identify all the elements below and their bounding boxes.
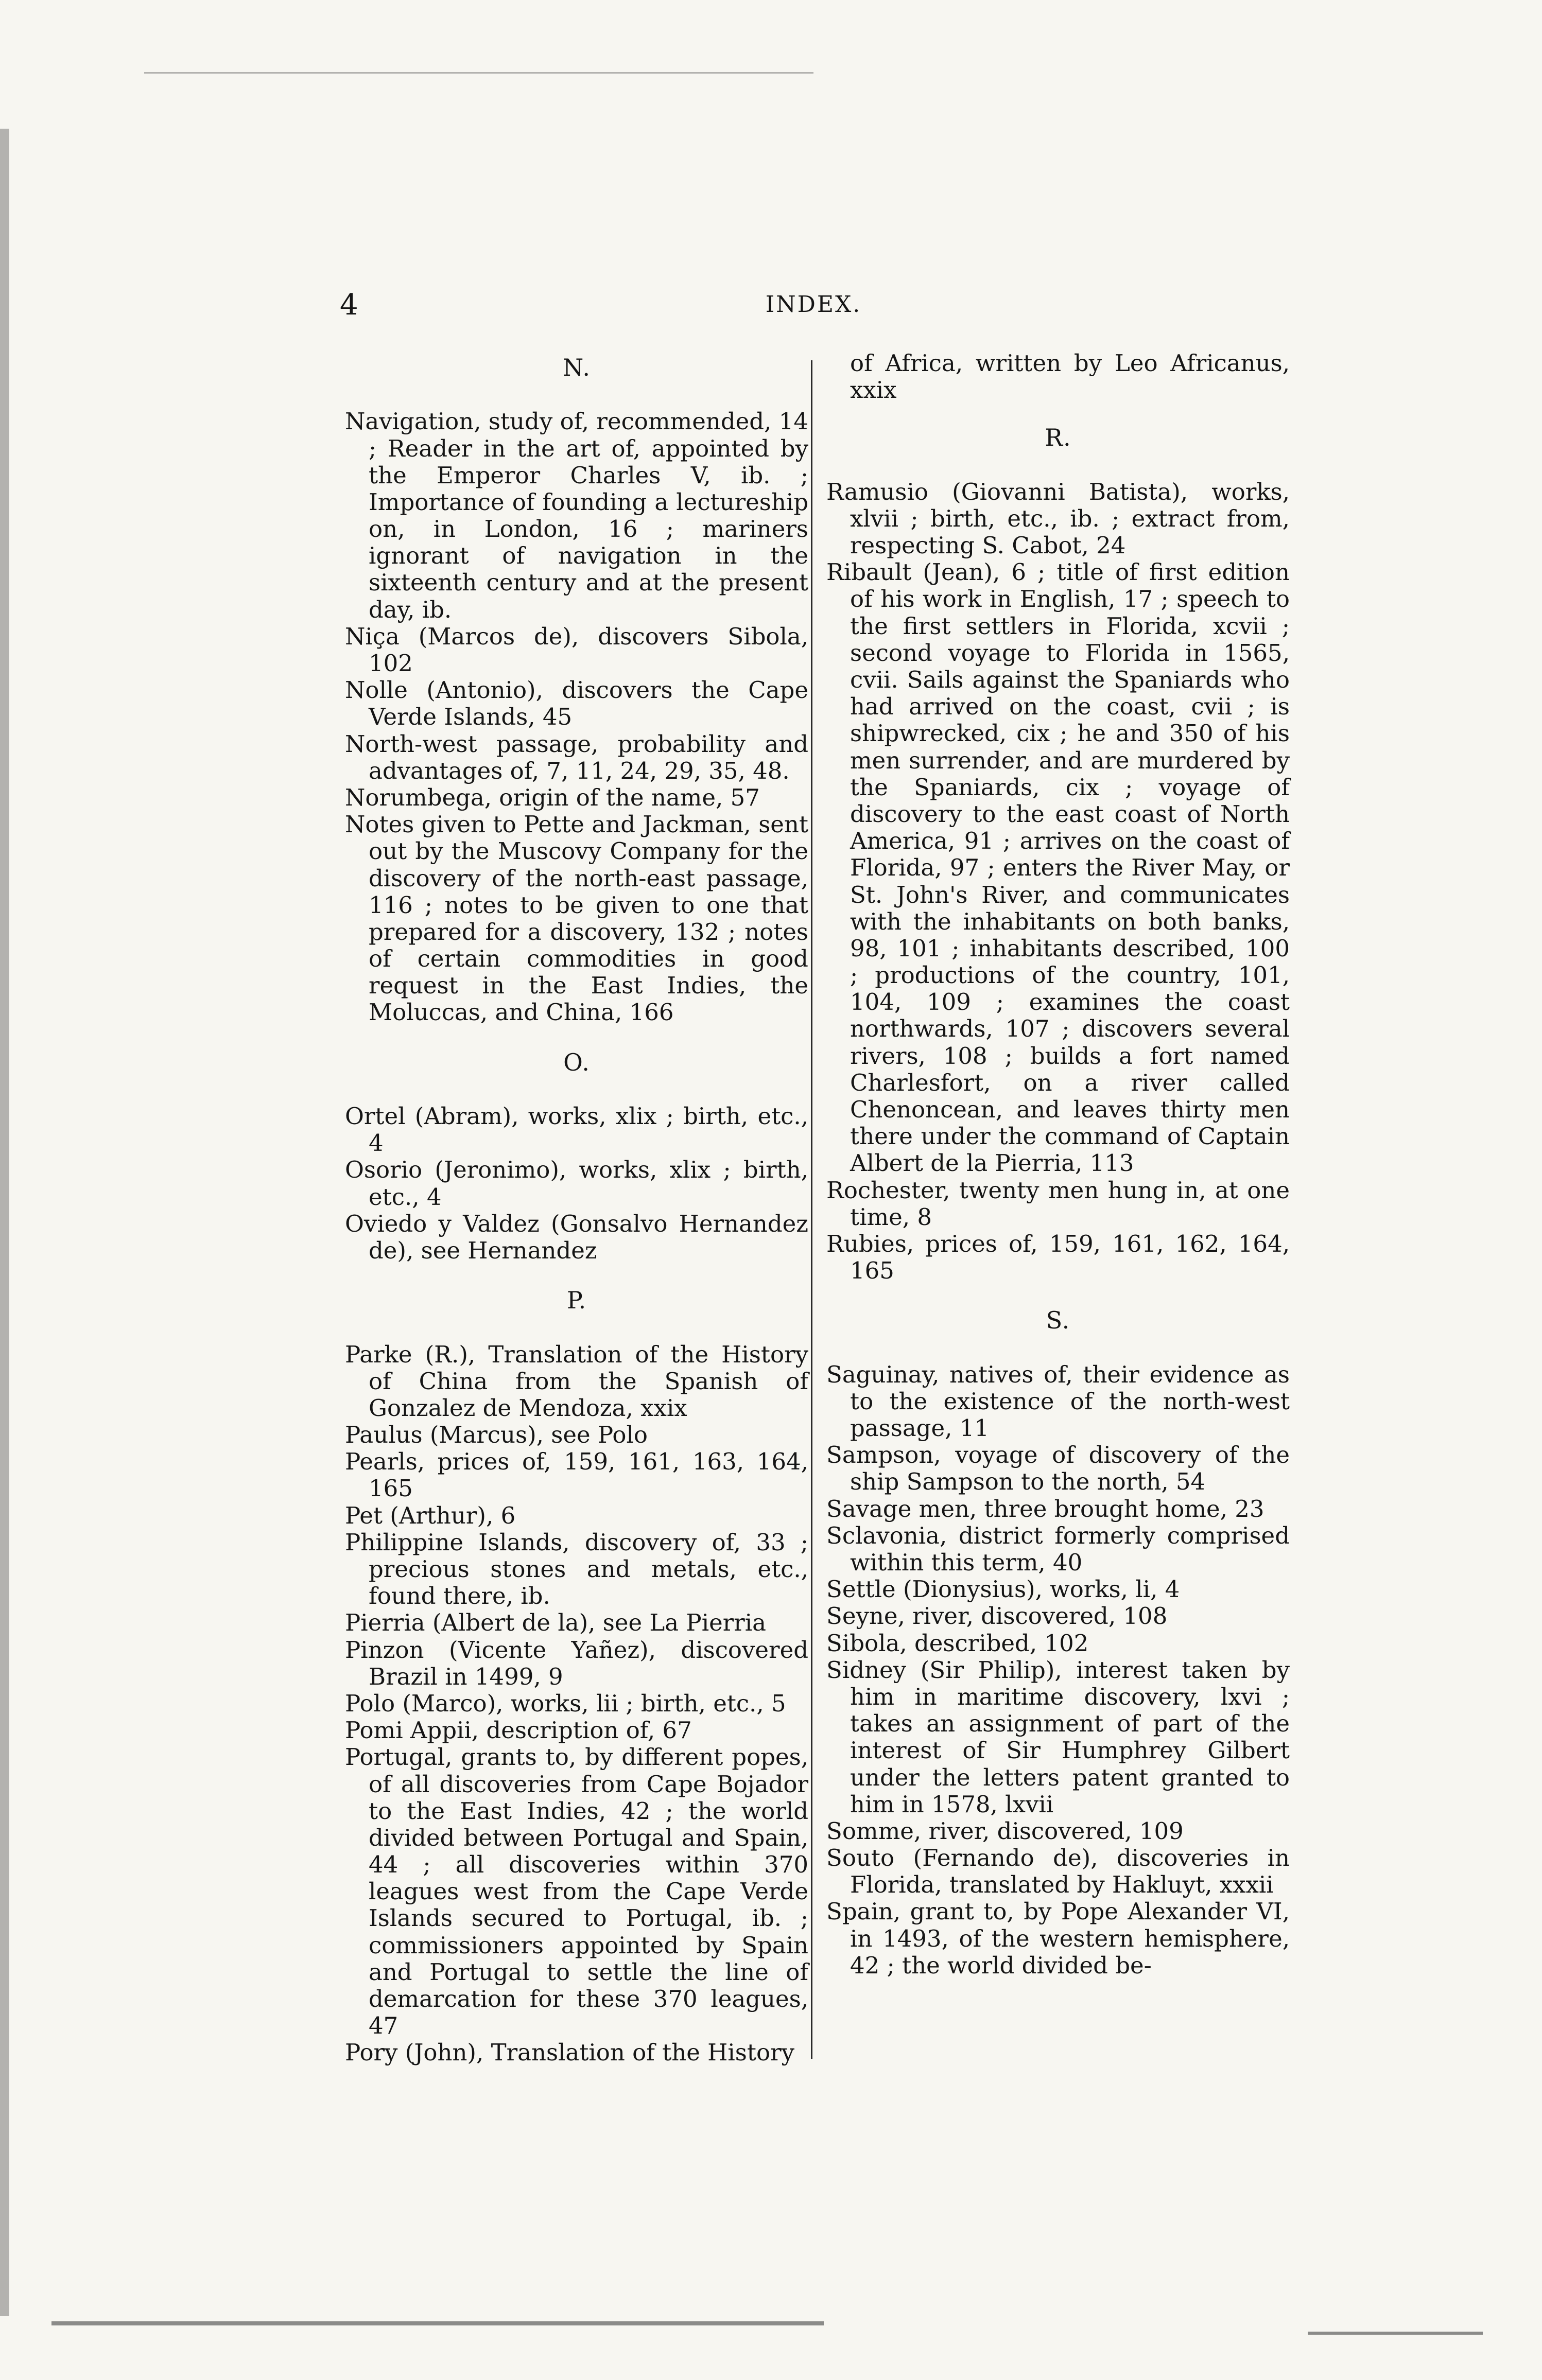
continued-entry: of Africa, written by Leo Africanus, xxix: [850, 349, 1290, 404]
index-entry: Sidney (Sir Philip), interest taken by him in maritime discovery, lxvi ; takes an assignment of part of the interest of Sir Humphrey Gilbert under the letters patent granted to him in 1578, lxvii: [826, 1656, 1290, 1818]
index-entry: Pearls, prices of, 159, 161, 163, 164, 165: [345, 1448, 808, 1502]
index-entry: Polo (Marco), works, lii ; birth, etc., 5: [345, 1689, 786, 1717]
section-entries: [826, 479, 1290, 1285]
index-entry: Savage men, three brought home, 23: [826, 1495, 1264, 1522]
section-entries: [826, 1361, 1290, 1979]
section-entries: [345, 408, 808, 1026]
index-entry: North-west passage, probability and advantages of, 7, 11, 24, 29, 35, 48.: [345, 730, 808, 784]
index-entry: Nolle (Antonio), discovers the Cape Verde Islands, 45: [345, 676, 808, 731]
index-entry: Settle (Dionysius), works, li, 4: [826, 1576, 1180, 1603]
running-head: INDEX.: [765, 291, 862, 318]
index-entry: Osorio (Jeronimo), works, xlix ; birth, etc., 4: [345, 1156, 808, 1211]
index-entry: Ramusio (Giovanni Batista), works, xlvii ; birth, etc., ib. ; extract from, respecting S. Cabot, 24: [826, 478, 1290, 559]
scan-edge-line: [51, 2321, 824, 2325]
section-letter: S.: [1046, 1306, 1070, 1335]
index-column-left: [345, 350, 808, 2089]
scan-edge-line: [144, 72, 813, 74]
scan-edge-line: [0, 129, 9, 2316]
index-entry: Rochester, twenty men hung in, at one time, 8: [826, 1176, 1290, 1231]
page-number: 4: [340, 288, 358, 322]
section-letter: R.: [1045, 424, 1071, 452]
column-divider: [811, 360, 812, 2059]
index-entry: Souto (Fernando de), discoveries in Florida, translated by Hakluyt, xxxii: [826, 1844, 1290, 1899]
index-entry: Somme, river, discovered, 109: [826, 1817, 1184, 1845]
index-entry: Seyne, river, discovered, 108: [826, 1602, 1168, 1630]
index-entry: Philippine Islands, discovery of, 33 ; precious stones and metals, etc., found there, ib.: [345, 1528, 808, 1610]
index-entry: Ribault (Jean), 6 ; title of first edition of his work in English, 17 ; speech to the first settlers in Florida, xcvii ; second voyage to Florida in 1565, cvii. Sails against the Spaniards who had arrived on the coast, cvii ; is shipwrecked, cix ; he and 350 of his men surrender, and are murdered by the Spaniards, cix ; voyage of discovery to the east coast of North America, 91 ; arrives on the coast of Florida, 97 ; enters the River May, or St. John's River, and communicates with the inhabitants on both banks, 98, 101 ; inhabitants described, 100 ; productions of the country, 101, 104, 109 ; examines the coast northwards, 107 ; discovers several rivers, 108 ; builds a fort named Charlesfort, on a river called Chenoncean, and leaves thirty men there under the command of Captain Albert de la Pierria, 113: [826, 558, 1290, 1177]
index-entry: Pierria (Albert de la), see La Pierria: [345, 1609, 766, 1637]
section-letter: N.: [563, 354, 591, 381]
index-entry: Pinzon (Vicente Yañez), discovered Brazil in 1499, 9: [345, 1636, 808, 1690]
index-entry: Ortel (Abram), works, xlix ; birth, etc., 4: [345, 1102, 808, 1157]
index-entry: Niça (Marcos de), discovers Sibola, 102: [345, 622, 808, 677]
section-entries: [345, 1103, 808, 1264]
index-entry: Pet (Arthur), 6: [345, 1501, 516, 1529]
index-entry: Portugal, grants to, by different popes, of all discoveries from Cape Bojador to the East Indies, 42 ; the world divided between Portugal and Spain, 44 ; all discoveries within 370 leagues west from the Cape Verde Islands secured to Portugal, ib. ; commissioners appointed by Spain and Portugal to settle the line of demarcation for these 370 leagues, 47: [345, 1743, 808, 2040]
section-entries: [345, 1341, 808, 2067]
index-entry: Notes given to Pette and Jackman, sent out by the Muscovy Company for the discovery of the north-east passage, 116 ; notes to be given to one that prepared for a discovery, 132 ; notes of certain commodities in good request in the East Indies, the Moluccas, and China, 166: [345, 811, 808, 1026]
index-entry: Pory (John), Translation of the History: [345, 2039, 794, 2067]
index-column-right: [826, 350, 1290, 2002]
index-entry: Rubies, prices of, 159, 161, 162, 164, 165: [826, 1230, 1290, 1285]
index-entry: Spain, grant to, by Pope Alexander VI, in 1493, of the western hemisphere, 42 ; the world divided be-: [826, 1898, 1290, 1979]
index-entry: Navigation, study of, recommended, 14 ; Reader in the art of, appointed by the Emperor Charles V, ib. ; Importance of founding a lectureship on, in London, 16 ; mariners ignorant of navigation in the sixteenth century and at the present day, ib.: [345, 408, 808, 623]
scan-edge-line: [1308, 2332, 1483, 2335]
index-entry: Saguinay, natives of, their evidence as to the existence of the north-west passage, 11: [826, 1360, 1290, 1442]
index-entry: Sibola, described, 102: [826, 1629, 1089, 1657]
index-entry: Norumbega, origin of the name, 57: [345, 783, 760, 811]
section-letter: O.: [563, 1048, 590, 1076]
section-letter: P.: [566, 1286, 587, 1315]
index-entry: Parke (R.), Translation of the History of China from the Spanish of Gonzalez de Mendoza, xxix: [345, 1340, 808, 1422]
index-entry: Sampson, voyage of discovery of the ship Sampson to the north, 54: [826, 1441, 1290, 1496]
page-header: [340, 288, 1287, 329]
index-entry: Oviedo y Valdez (Gonsalvo Hernandez de), see Hernandez: [345, 1210, 808, 1264]
index-entry: Paulus (Marcus), see Polo: [345, 1421, 648, 1449]
index-entry: Pomi Appii, description of, 67: [345, 1717, 692, 1744]
index-entry: Sclavonia, district formerly comprised within this term, 40: [826, 1521, 1290, 1577]
